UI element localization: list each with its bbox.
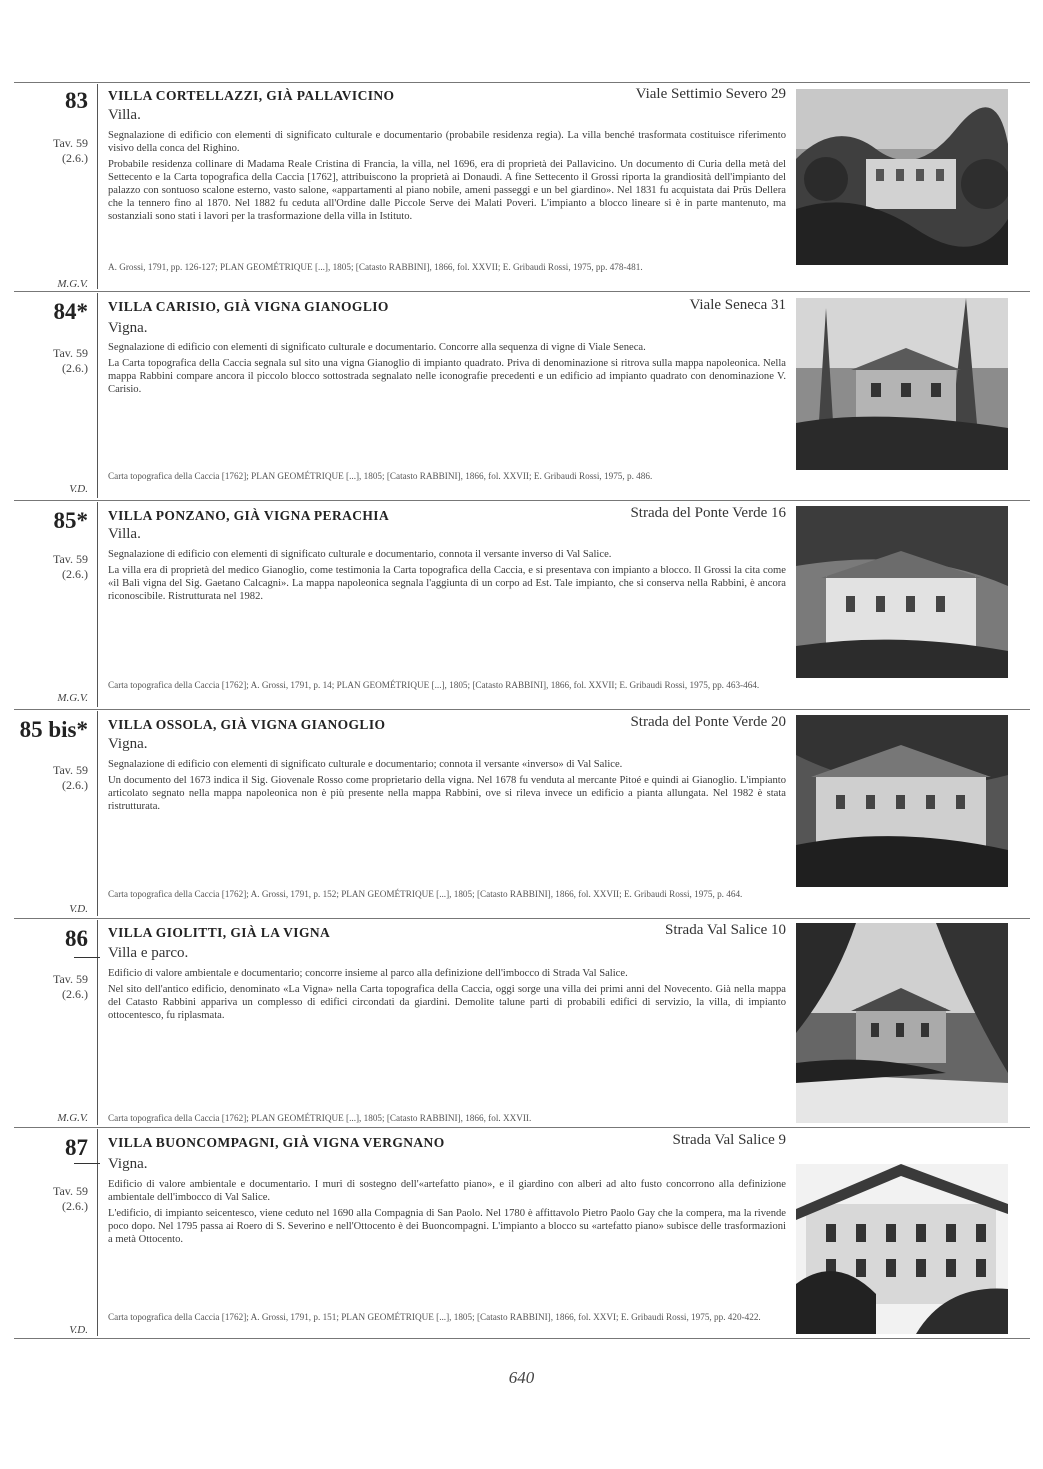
entry-85-bis [14,711,1030,917]
entry-83 [14,84,1030,290]
entry-number: 86 [65,926,88,951]
entry-references: A. Grossi, 1791, pp. 126-127; PLAN GEOMÉTRIQUE [...], 1805; [Catasto RABBINI], 1866, fol. XXVII; E. Gribaudi Rossi, 1975, pp. 478-481. [108,262,643,272]
entry-description [108,341,786,399]
entry-title: VILLA GIOLITTI, GIÀ LA VIGNA [108,925,331,940]
tav-label: Tav. 59 [52,136,88,150]
entry-87 [14,1129,1030,1337]
entry-type: Villa e parco. [108,945,189,961]
tav-ref: (2.6.) [62,1199,88,1213]
entry-references: Carta topografica della Caccia [1762]; A. Grossi, 1791, p. 14; PLAN GEOMÉTRIQUE [...], 1805; [Catasto RABBINI], 1866, fol. XXVII; E. Gribaudi Rossi, 1975, pp. 463-464. [108,680,760,690]
paragraph: La Carta topografica della Caccia segnala sul sito una vigna Gianoglio di impianto quadrato. Priva di denominazione si ritrova sulla mappa napoleonica. Nella mappa Rabbini compare ancora il piccolo blocco sottostrada segnalato nelle iconografie precedenti e un edificio ad impianto quadrato con denominazione V. Carisio. [108,358,786,395]
page-number: 640 [508,1368,535,1387]
entry-author: V.D. [69,483,88,495]
entry-address: Viale Seneca 31 [689,297,786,313]
entry-number: 84* [53,299,88,324]
paragraph: Edificio di valore ambientale e documentario. I muri di sostegno dell'«artefatto piano», e il giardino con alberi ad alto fusto concorrono alla definizione ambientale dell'imbocco di Val Salice. [108,1179,786,1203]
paragraph: Segnalazione di edificio con elementi di significato culturale e documentario. Concorre alla sequenza di vigne di Viale Seneca. [108,342,646,353]
entry-84 [14,293,1030,499]
entry-author: M.G.V. [57,278,88,290]
entry-description [108,129,786,226]
entry-references: Carta topografica della Caccia [1762]; A. Grossi, 1791, p. 152; PLAN GEOMÉTRIQUE [...], 1805; [Catasto RABBINI], 1866, fol. XXVII; E. Gribaudi Rossi, 1975, p. 464. [108,889,743,899]
row-divider [14,1338,1030,1339]
paragraph: Segnalazione di edificio con elementi di significato culturale e documentario, connota il versante inverso di Val Salice. [108,549,612,560]
entry-author: M.G.V. [57,1112,88,1124]
entry-title: VILLA BUONCOMPAGNI, GIÀ VIGNA VERGNANO [108,1135,445,1150]
villa-photo [796,298,1008,470]
entry-references: Carta topografica della Caccia [1762]; PLAN GEOMÉTRIQUE [...], 1805; [Catasto RABBINI], 1866, fol. XXVII; E. Gribaudi Rossi, 1975, p. 486. [108,471,653,481]
entry-description [108,1178,786,1249]
tav-ref: (2.6.) [62,151,88,165]
entry-type: Villa. [108,526,141,542]
tav-label: Tav. 59 [52,552,88,566]
entry-description [108,967,786,1025]
row-divider [14,82,1030,83]
entry-type: Villa. [108,107,141,123]
entry-type: Vigna. [108,736,148,752]
entry-title: VILLA CORTELLAZZI, GIÀ PALLAVICINO [108,88,395,103]
entry-title: VILLA OSSOLA, GIÀ VIGNA GIANOGLIO [108,717,386,732]
row-divider [14,500,1030,501]
entry-address: Strada Val Salice 9 [672,1132,786,1148]
paragraph: L'edificio, di impianto seicentesco, viene ceduto nel 1690 alla Compagnia di San Paolo. Nel 1780 è affittavolo Pietro Paolo Gay che la compera, ma la rivende poco dopo. Nel 1795 passa ai Roero di S. Severino e nell'Ottocento è dei Buoncompagni. L'impianto a blocco su «artefatto piano» subisce delle trasformazioni a metà Ottocento. [108,1208,786,1245]
entry-86 [14,920,1030,1126]
number-underline [74,957,100,958]
entry-author: V.D. [69,1324,88,1336]
entry-title: VILLA CARISIO, GIÀ VIGNA GIANOGLIO [108,299,389,314]
entry-number: 85 bis* [19,717,88,742]
entry-address: Strada del Ponte Verde 16 [630,505,786,521]
paragraph: Edificio di valore ambientale e documentario; concorre insieme al parco alla definizione dell'imbocco di Strada Val Salice. [108,968,628,979]
tav-label: Tav. 59 [52,346,88,360]
tav-label: Tav. 59 [52,972,88,986]
tav-ref: (2.6.) [62,987,88,1001]
paragraph: Segnalazione di edificio con elementi di significato culturale e documentario (probabile residenza regia). La villa benché trasformata costituisce riferimento visivo della conca del Righino. [108,130,786,154]
entry-address: Strada Val Salice 10 [665,922,786,938]
entry-title: VILLA PONZANO, GIÀ VIGNA PERACHIA [108,508,390,523]
villa-photo [796,506,1008,678]
entry-author: M.G.V. [57,692,88,704]
tav-ref: (2.6.) [62,361,88,375]
row-divider [14,709,1030,710]
tav-ref: (2.6.) [62,778,88,792]
villa-photo [796,923,1008,1123]
villa-photo [796,1164,1008,1334]
entry-description [108,548,786,606]
entry-number: 87 [65,1135,88,1160]
row-divider [14,291,1030,292]
entry-references: Carta topografica della Caccia [1762]; PLAN GEOMÉTRIQUE [...], 1805; [Catasto RABBINI], 1866, fol. XXVII. [108,1113,532,1123]
entry-references: Carta topografica della Caccia [1762]; A. Grossi, 1791, p. 151; PLAN GEOMÉTRIQUE [...], 1805; [Catasto RABBINI], 1866, fol. XXVI; E. Gribaudi Rossi, 1975, pp. 420-422. [108,1312,761,1322]
paragraph: Segnalazione di edificio con elementi di significato culturale e documentario; connota il versante «inverso» di Val Salice. [108,759,623,770]
row-divider [14,1127,1030,1128]
tav-label: Tav. 59 [52,1184,88,1198]
villa-photo [796,89,1008,265]
entry-type: Vigna. [108,320,148,336]
entry-address: Strada del Ponte Verde 20 [630,714,786,730]
entry-type: Vigna. [108,1156,148,1172]
number-underline [74,1163,100,1164]
tav-ref: (2.6.) [62,567,88,581]
paragraph: Nel sito dell'antico edificio, denominato «La Vigna» nella Carta topografica della Caccia, oggi sorge una villa dei primi anni del Novecento. Già nella mappa del Catasto Rabbini appariva un complesso di edifici circondati da giardini. Demolite talune parti di probabili edifici di servizio, la villa, di impianto ottocentesco, fu riplasmata. [108,984,786,1021]
entry-address: Viale Settimio Severo 29 [635,86,786,102]
entry-description [108,758,786,816]
entry-number: 83 [65,88,88,113]
paragraph: Probabile residenza collinare di Madama Reale Cristina di Francia, la villa, nel 1696, era di proprietà dei Pallavicino. Un documento di Curia della metà del Settecento e la Carta topografica della Caccia [1762], attribuiscono la proprietà ai Donaudi. A fine Settecento il Grossi riporta la grandiosità dell'impianto del palazzo con sontuoso scalone esterno, vasto salone, «appartamenti al piano nobile, ameni passeggi e un bel giardino». Nel 1831 fu acquistata dai Prüs Dellera che la tennero fino al 1870. Nel 1882 fu ceduta all'Ordine dalle Piccole Serve dei Malati Poveri. L'impianto a blocco lineare si è in parte mantenuto, ma sostanziali sono stati i lavori per la trasformazione della villa in Istituto. [108,159,786,222]
entry-85 [14,502,1030,708]
paragraph: Un documento del 1673 indica il Sig. Giovenale Rosso come proprietario della vigna. Nel 1678 fu venduta al mercante Pitoé e quindi ai Gianoglio. L'impianto articolato segnato nella mappa napoleonica non è più presente nella mappa Rabbini, ove si rileva invece un edificio a pianta allungata. Nel 1982 è stata ristrutturata. [108,775,786,812]
entry-number: 85* [53,508,88,533]
tav-label: Tav. 59 [52,763,88,777]
villa-photo [796,715,1008,887]
paragraph: La villa era di proprietà del medico Gianoglio, come testimonia la Carta topografica della Caccia, e si presentava con impianto a blocco. Il Grossi la cita come «il Balì vigna del Sig. Gaetano Calcagni». La mappa napoleonica segnala l'aggiunta di un corpo ad Est. Tale impianto, che si conserva nella Rabbini, è ancora riconoscibile. Ristrutturata nel 1982. [108,565,786,602]
row-divider [14,918,1030,919]
entry-author: V.D. [69,903,88,915]
